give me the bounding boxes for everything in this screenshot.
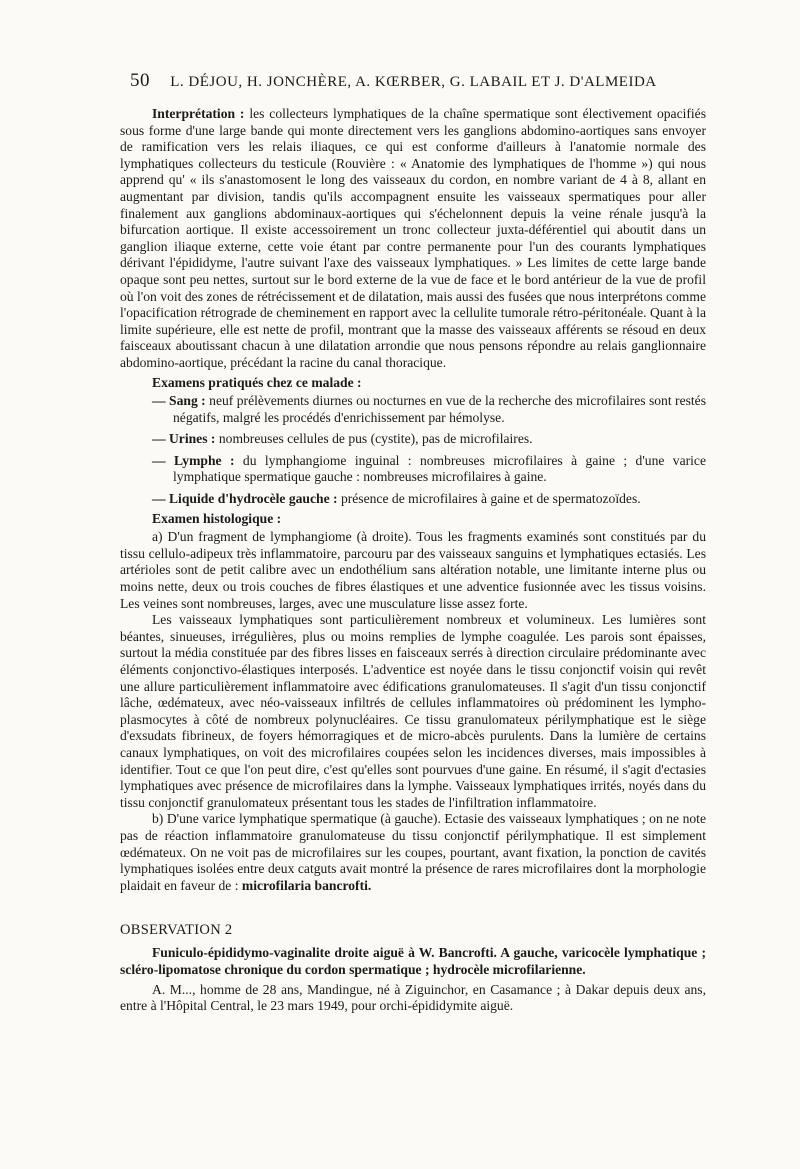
exams-heading: Examens pratiqués chez ce malade : (152, 374, 362, 390)
exam-label: — Liquide d'hydrocèle gauche : (152, 491, 338, 507)
exam-item-lymphe (152, 453, 706, 486)
exam-label: — Lymphe : (152, 452, 235, 468)
histology-paragraph-a: a) D'un fragment de lymphangiome (à droite). Tous les fragments examinés sont constitués par du tissu cellulo-adipeux très inflammatoire, parcouru par des vaisseaux sanguins et lymphatiques ectasiés. Les artérioles sont de petit calibre avec un endothélium sans altération notable, une limitante interne plus ou moins nette, deux ou trois couches de fibres élastiques et une adventice fusionnée avec les tissus voisins. Les veines sont nombreuses, larges, avec une musculature lisse assez forte. (120, 529, 706, 611)
histology-paragraph-lymphatics: Les vaisseaux lymphatiques sont particulièrement nombreux et volumineux. Les lumières sont béantes, sinueuses, irrégulières, plus ou moins remplies de lymphe coagulée. Les parois sont épaisses, surtout la média constituée par des fibres lisses en faisceaux serrés à direction circulaire prédominante avec éléments conjonctivo-élastiques interposés. L'adventice est noyée dans le tissu conjonctif voisin qui revêt une allure particulièrement inflammatoire avec édifications granulomateuses. Il s'agit d'un tissu conjonctif lâche, œdémateux, avec néo-vaisseaux infiltrés de cellules inflammatoires où prédominent les lympho-plasmocytes à côté de nombreux polynucléaires. Ce tissu granulomateux périlymphatique est le siège d'exsudats fibrineux, de foyers hémorragiques et de micro-abcès purulents. Dans la lumière de certains canaux lymphatiques, on voit des microfilaires coupées selon les incidences diverses, mais impossibles à identifier. Tout ce que l'on peut dire, c'est qu'elles sont pourvues d'une gaine. En résumé, il s'agit d'ectasies lymphatiques avec présence de microfilaires dans la lymphe. Vaisseaux lymphatiques irrités, noyés dans du tissu conjonctif granulomateux présentant tous les stades de l'infiltration inflammatoire. (120, 612, 706, 810)
interpretation-text: les collecteurs lymphatiques de la chaîne spermatique sont électivement opacifiés sous forme d'une large bande qui monte directement vers les ganglions abdomino-aortiques sans envoyer de ramification vers les relais iliaques, ce qui est conforme d'ailleurs à l'anatomie normale des lymphatiques collecteurs du testicule (Rouvière : « Anatomie des lymphatiques de l'homme ») qui nous apprend qu' « ils s'anastomosent le long des vaisseaux du cordon, en nombre variant de 4 à 8, allant en augmentant par division, tandis qu'ils accompagnent ensuite les vaisseaux spermatiques pour aller finalement aux ganglions abdominaux-aortiques qui s'échelonnent depuis la veine rénale jusqu'à la bifurcation aortique. Il existe accessoirement un tronc collecteur juxta-déférentiel qui aboutit dans un ganglion iliaque externe, cette voie étant par contre permanente pour l'un des courants lymphatiques dérivant l'épididyme, l'autre suivant l'axe des vaisseaux lymphatiques. » Les limites de cette large bande opaque sont peu nettes, surtout sur le bord externe de la vue de face et le bord antérieur de la vue de profil où l'on voit des zones de rétrécissement et de dilatation, mais aussi des fusées que nous interprétons comme l'opacification rétrograde de cheminement en rapport avec la cellulite tumorale rétro-péritonéale. Quant à la limite supérieure, elle est nette de profil, montrant que la masse des vaisseaux afférents se résoud en deux faisceaux aboutissant chacun à une dilatation arrondie que nous pensons répondre au relais ganglionnaire abdomino-aortique, précédant la racine du canal thoracique. (120, 106, 707, 370)
page-body (120, 106, 706, 1015)
interpretation-label: Interprétation : (152, 106, 245, 121)
exam-label: — Urines : (152, 431, 216, 447)
exam-text: présence de microfilaires à gaine et de spermatozoïdes. (340, 491, 641, 507)
page-number: 50 (130, 70, 150, 91)
histology-paragraph-b (120, 811, 706, 894)
species-name: microfilaria bancrofti. (241, 877, 372, 893)
exam-item-hydrocele (152, 491, 706, 508)
histology-b-text: b) D'une varice lymphatique spermatique (à gauche). Ectasie des vaisseaux lymphatiques ; on ne note pas de réaction inflammatoire granulomateuse du tissu conjonctif périlymphatique. Il est simplement œdémateux. On ne voit pas de microfilaires sur les coupes, pourtant, avant fixation, la ponction de cavités lymphatiques isolées entre deux catguts avait montré la présence de rares microfilaires dont la morphologie plaidait en faveur de : (120, 811, 706, 893)
exam-item-sang (152, 393, 706, 426)
histology-heading: Examen histologique : (152, 510, 282, 526)
exam-label: — Sang : (152, 393, 206, 409)
exam-text: nombreuses cellules de pus (cystite), pas de microfilaires. (218, 431, 533, 447)
running-header (130, 70, 710, 92)
exam-text: neuf prélèvements diurnes ou nocturnes en vue de la recherche des microfilaires sont restés négatifs, malgré les procédés d'enrichissement par hémolyse. (173, 393, 706, 425)
exam-text: du lymphangiome inguinal : nombreuses microfilaires à gaine ; d'une varice lymphatique spermatique gauche : nombreuses microfilaires à gaine. (173, 452, 706, 485)
interpretation-paragraph (120, 106, 706, 372)
authors-line: L. DÉJOU, H. JONCHÈRE, A. KŒRBER, G. LABAIL ET J. D'ALMEIDA (170, 74, 657, 90)
observation-heading: OBSERVATION 2 (120, 922, 233, 939)
observation-title: Funiculo-épididymo-vaginalite droite aiguë à W. Bancrofti. A gauche, varicocèle lymphatique ; scléro-lipomatose chronique du cordon spermatique ; hydrocèle microfilarienne. (120, 945, 706, 977)
observation-text: A. M..., homme de 28 ans, Mandingue, né à Ziguinchor, en Casamance ; à Dakar depuis deux ans, entre à l'Hôpital Central, le 23 mars 1949, pour orchi-épididymite aiguë. (120, 981, 706, 1014)
exam-item-urines (152, 431, 706, 448)
